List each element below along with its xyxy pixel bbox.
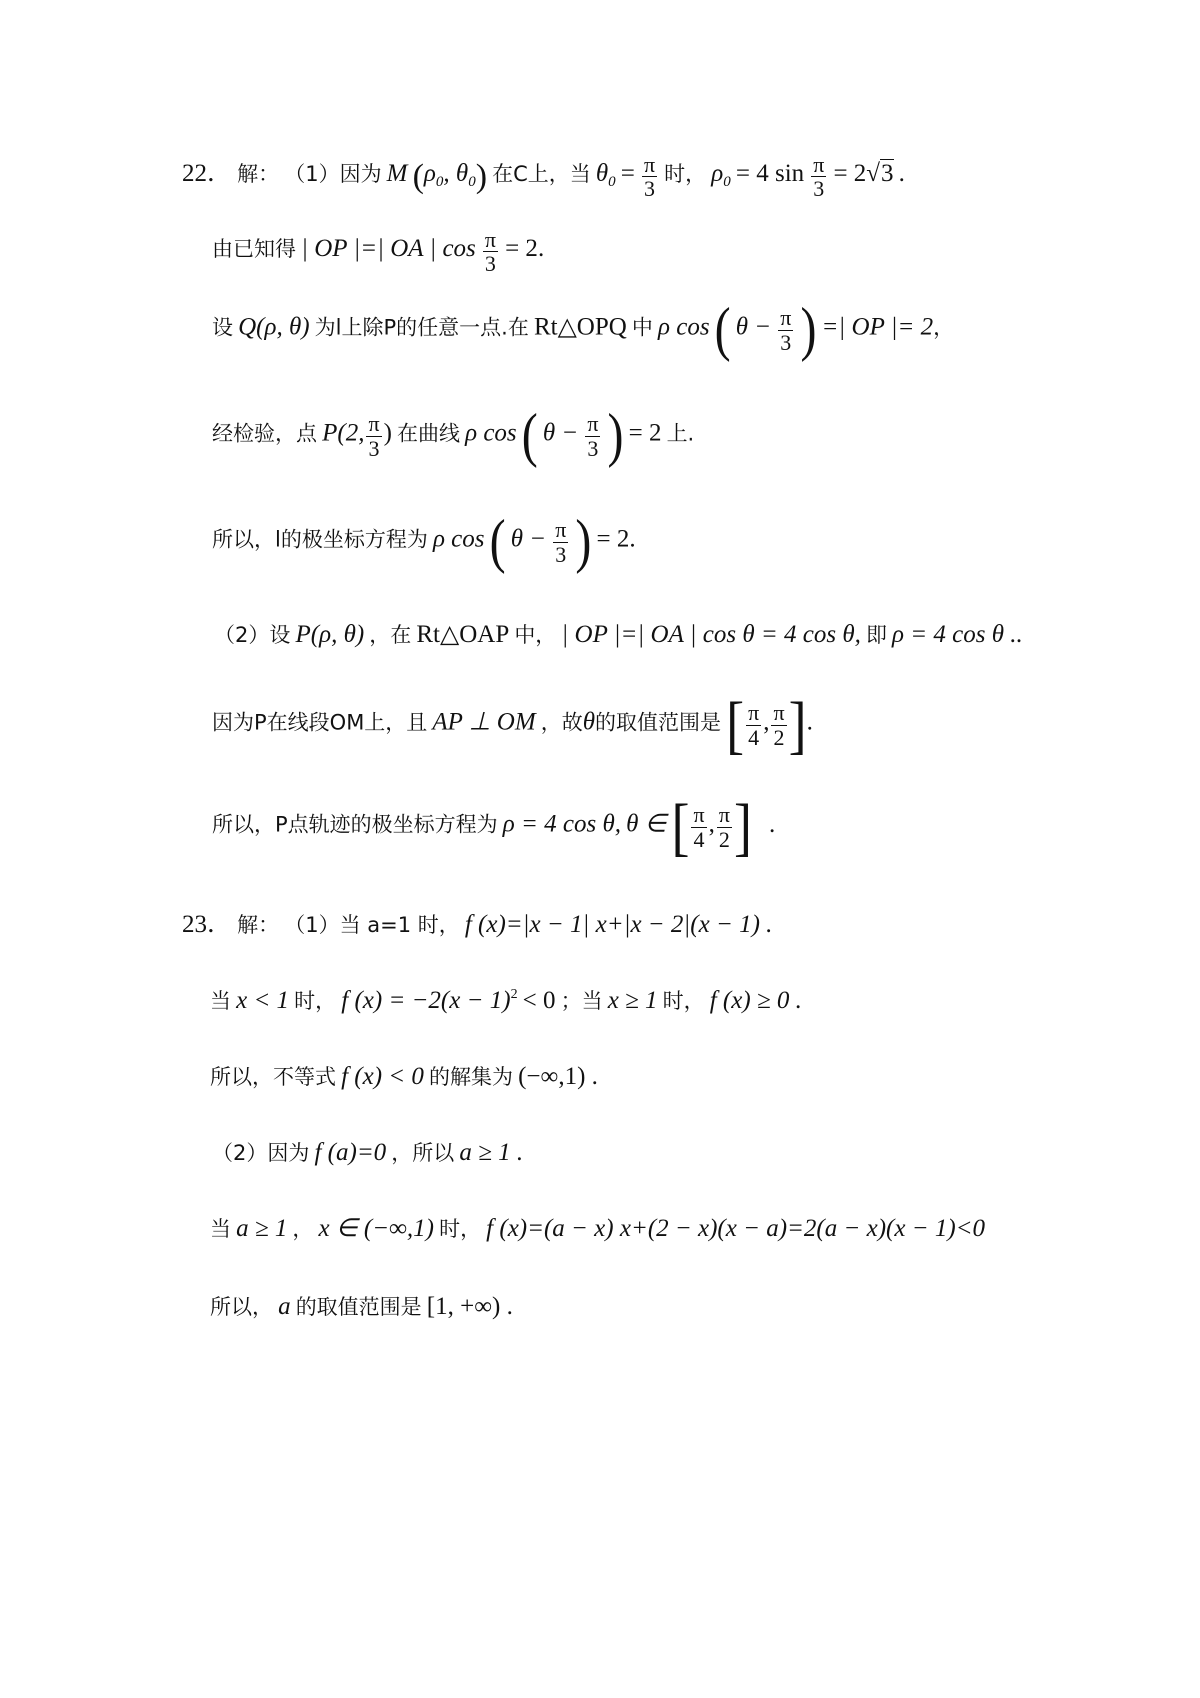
math: a [278,1293,291,1320]
fraction [771,701,786,748]
text: （1）当 a=1 时， [284,913,460,937]
exponent: 2 [510,987,518,1002]
fraction-num: π [643,152,656,177]
jie-label: 解： [237,162,280,187]
math: θ − [542,419,579,447]
fraction-den: 3 [813,176,825,202]
text: 的取值范围是 [595,710,722,735]
fraction-num: π [748,700,760,726]
math: f (x) ≥ 0 . [709,987,802,1014]
math: = 2 [628,419,662,447]
text: 当 [210,989,231,1013]
math: = 2 [833,160,867,188]
math: , [763,708,770,736]
text: 设 [212,315,233,340]
p22-line3 [212,296,955,363]
p23-line2 [210,988,802,1013]
text: 时， [294,989,337,1013]
big-bracket-left: [ [726,689,745,761]
text: 所以，不等式 [210,1065,336,1089]
fraction [585,412,600,459]
big-paren-left: ( [489,508,506,575]
text: ，在 [369,623,412,647]
fraction-num: π [693,802,705,828]
big-bracket-right: ] [788,689,807,761]
math: ρ = 4 cos θ .. [892,621,1023,648]
text: 由已知得 [212,237,296,262]
math: θ [582,708,596,736]
text: 即 [865,623,887,647]
p23-line4 [212,1140,523,1165]
fraction-den: 3 [780,329,792,355]
p22-line2 [212,228,544,275]
math: =| OP |= 2 [821,313,934,341]
big-paren-right: ) [800,296,817,363]
math: f (x) = −2(x − 1) [341,987,511,1014]
text: 时， [664,162,707,187]
fraction [483,228,498,275]
fraction-num: π [813,152,825,177]
math: a ≥ 1 . [459,1139,524,1166]
text: 时， [662,989,705,1013]
math: Rt△OPQ [533,313,627,341]
big-bracket-left: [ [671,791,690,863]
math: θ − [510,525,547,553]
math: P(2, [322,419,365,447]
math: = 4 sin [735,160,805,188]
fraction [778,306,793,353]
fraction-num: π [587,411,599,437]
math: < 0 [522,987,556,1014]
big-paren-right: ) [575,508,592,575]
math: ρ cos [465,419,517,447]
p23-line3 [210,1064,598,1089]
math: θ − [735,313,772,341]
math: P(ρ, θ) [295,621,365,648]
p23-line1 [182,912,772,937]
p22-line5 [212,508,636,575]
text: 因为P在线段OM上，且 [212,710,428,735]
problem-number: 22． [182,160,233,188]
math: $\rho_0$, $\theta_0$ [423,160,476,191]
text: 上. [666,421,695,446]
text: 为l上除P的任意一点.在 [314,315,529,340]
fraction-den: 3 [555,541,567,567]
math: | OP |=| OA | cos [301,235,476,263]
fraction [691,803,706,850]
text: （2）设 [214,623,291,647]
math: = 2 [505,235,538,263]
fraction-num: π [555,517,567,543]
text: ， [292,1217,314,1241]
math: . [806,708,813,736]
math: x < 1 [236,987,290,1014]
fraction-num: π [780,305,792,331]
math: ρ cos [658,313,710,341]
math: ) [383,419,392,447]
fraction-den: 4 [693,826,705,852]
math: [1, +∞) . [426,1293,513,1320]
sqrt-radicand: 3 [881,160,894,188]
text: ， [933,315,955,340]
big-paren-left: ( [714,296,731,363]
text: 所以， [210,1295,273,1319]
p22-line6 [214,622,1023,647]
paren: ( [412,157,424,195]
math: $\theta_0$ [595,160,616,191]
fraction [717,803,732,850]
text: ；当 [560,989,603,1013]
math: ρ cos [432,525,485,553]
math: f (x) < 0 [341,1063,424,1090]
paren: ) [475,157,488,195]
math: = 2 [596,525,630,553]
fraction [642,153,657,200]
text: 的解集为 [429,1065,513,1089]
fraction-den: 2 [718,826,730,852]
text: 在C上，当 [492,162,591,187]
text: 在曲线 [396,421,460,446]
fraction-num: π [368,411,380,437]
text: 所以，l的极坐标方程为 [212,527,428,552]
fraction-den: 4 [748,724,760,750]
text: 中 [631,315,653,340]
math: $\rho_0$ [711,160,731,191]
text: 的取值范围是 [295,1295,422,1319]
math: f (x)=|x − 1| x+|x − 2|(x − 1) . [464,911,773,938]
math: a ≥ 1 [236,1215,288,1242]
fraction [553,518,568,565]
big-paren-right: ) [607,402,624,469]
p22-line1 [182,153,905,200]
text: （1）因为 [284,162,382,187]
fraction-num: π [718,802,730,828]
text: 经检验，点 [212,421,317,446]
sqrt: √3 [866,160,894,188]
math: θ ∈ [626,810,667,838]
fraction-den: 3 [484,251,496,277]
text: 当 [210,1217,231,1241]
math: | OP |=| OA | cos θ = 4 cos θ, [561,621,861,648]
text: 中， [514,623,557,647]
big-bracket-right: ] [733,791,752,863]
math: f (a)=0 [314,1139,387,1166]
fraction [366,412,381,459]
jie-label: 解： [237,913,280,937]
p22-line7 [212,689,813,761]
math: , [708,810,715,838]
big-paren-left: ( [521,402,538,469]
p22-line4 [212,402,695,469]
p23-line6 [210,1294,513,1319]
math: . [898,160,905,188]
fraction-den: 3 [644,176,656,202]
math: f (x)=(a − x) x+(2 − x)(x − a)=2(a − x)(x − 1)<0 [486,1215,986,1242]
text: （2）因为 [212,1141,310,1165]
text: ，故 [540,710,583,735]
p22-line8 [212,791,776,863]
text: ，所以 [391,1141,455,1165]
fraction-num: π [773,700,785,726]
text: 所以，P点轨迹的极坐标方程为 [212,812,498,837]
math: Q(ρ, θ) [238,313,310,341]
math: . [629,525,636,553]
fraction-num: π [484,227,496,252]
math: x ∈ (−∞,1) [318,1215,434,1242]
math: = [620,160,635,188]
math: Rt△OAP [416,621,510,648]
fraction-den: 3 [368,435,380,461]
fraction [746,701,761,748]
math: AP ⊥ OM [432,708,536,736]
fraction-den: 3 [587,435,599,461]
math: . [769,810,776,838]
math: . [537,235,545,263]
math: ρ = 4 cos θ, [502,810,621,838]
p23-line5 [210,1216,985,1241]
fraction-den: 2 [773,724,785,750]
fraction [811,153,826,200]
math: M [386,160,408,188]
math: x ≥ 1 [607,987,658,1014]
math: (−∞,1) . [518,1063,598,1090]
text: 时， [439,1217,482,1241]
problem-number: 23． [182,911,233,938]
